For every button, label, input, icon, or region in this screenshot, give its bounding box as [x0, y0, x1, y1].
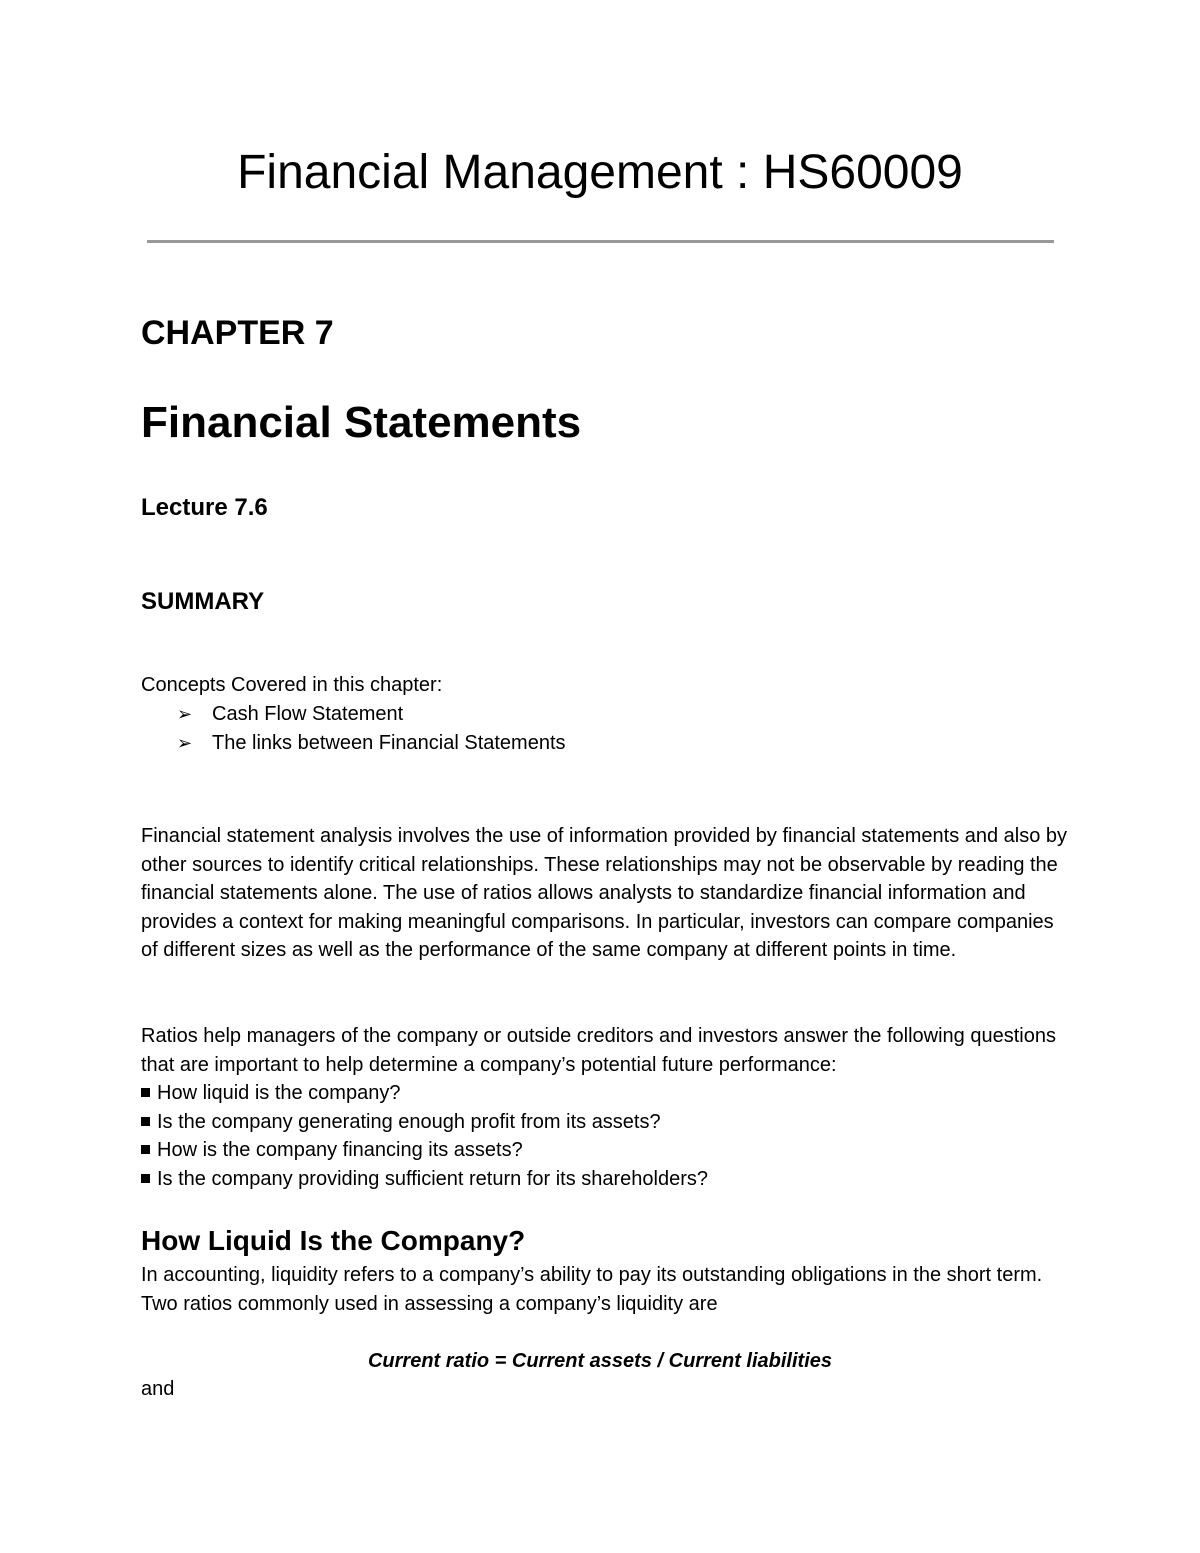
summary-heading: SUMMARY — [141, 588, 265, 615]
concept-label: Cash Flow Statement — [212, 702, 404, 725]
concepts-list — [141, 700, 566, 759]
square-bullet-icon — [141, 1088, 150, 1097]
chapter-number: CHAPTER 7 — [141, 314, 334, 352]
conjunction-text: and — [141, 1378, 175, 1400]
lecture-label: Lecture 7.6 — [141, 494, 268, 521]
document-title: Financial Management : HS60009 — [237, 146, 963, 199]
square-bullet-icon — [141, 1174, 150, 1183]
concepts-intro: Concepts Covered in this chapter: — [141, 674, 443, 696]
question-text: How is the company financing its assets? — [157, 1139, 523, 1162]
list-item — [141, 1079, 708, 1108]
ratios-paragraph: Ratios help managers of the company or outside creditors and investors answer the following questions that are important to help determine a company’s potential future performance: — [141, 1025, 1056, 1076]
concept-label: The links between Financial Statements — [212, 732, 566, 755]
square-bullet-icon — [141, 1145, 150, 1154]
list-item — [141, 1108, 708, 1137]
list-item — [141, 729, 566, 759]
question-text: How liquid is the company? — [157, 1082, 401, 1104]
chapter-title: Financial Statements — [141, 398, 582, 447]
section-heading: How Liquid Is the Company? — [141, 1225, 526, 1256]
list-item — [141, 1136, 708, 1165]
list-item — [141, 1165, 708, 1194]
title-divider — [147, 240, 1054, 243]
concepts-section — [141, 671, 566, 759]
question-text: Is the company generating enough profit from its assets? — [157, 1110, 661, 1133]
liquidity-paragraph: In accounting, liquidity refers to a company’s ability to pay its outstanding obligations in the short term. Two ratios commonly used in assessing a company’s liquidity are — [141, 1264, 1043, 1315]
arrow-bullet-icon: ➢ — [177, 703, 193, 725]
square-bullet-icon — [141, 1117, 150, 1126]
questions-list — [141, 1079, 708, 1193]
question-text: Is the company providing sufficient return for its shareholders? — [157, 1167, 709, 1190]
intro-paragraph: Financial statement analysis involves the use of information provided by financial statements and also by other sources to identify critical relationships. These relationships may not be observable by reading the financial statements alone. The use of ratios allows analysts to standardize financial information and provides a context for making meaningful comparisons. In particular, investors can compare companies of different sizes as well as the performance of the same company at different points in time. — [141, 825, 1068, 962]
arrow-bullet-icon: ➢ — [177, 733, 193, 755]
current-ratio-formula: Current ratio = Current assets / Current liabilities — [367, 1350, 832, 1372]
list-item — [141, 700, 566, 730]
